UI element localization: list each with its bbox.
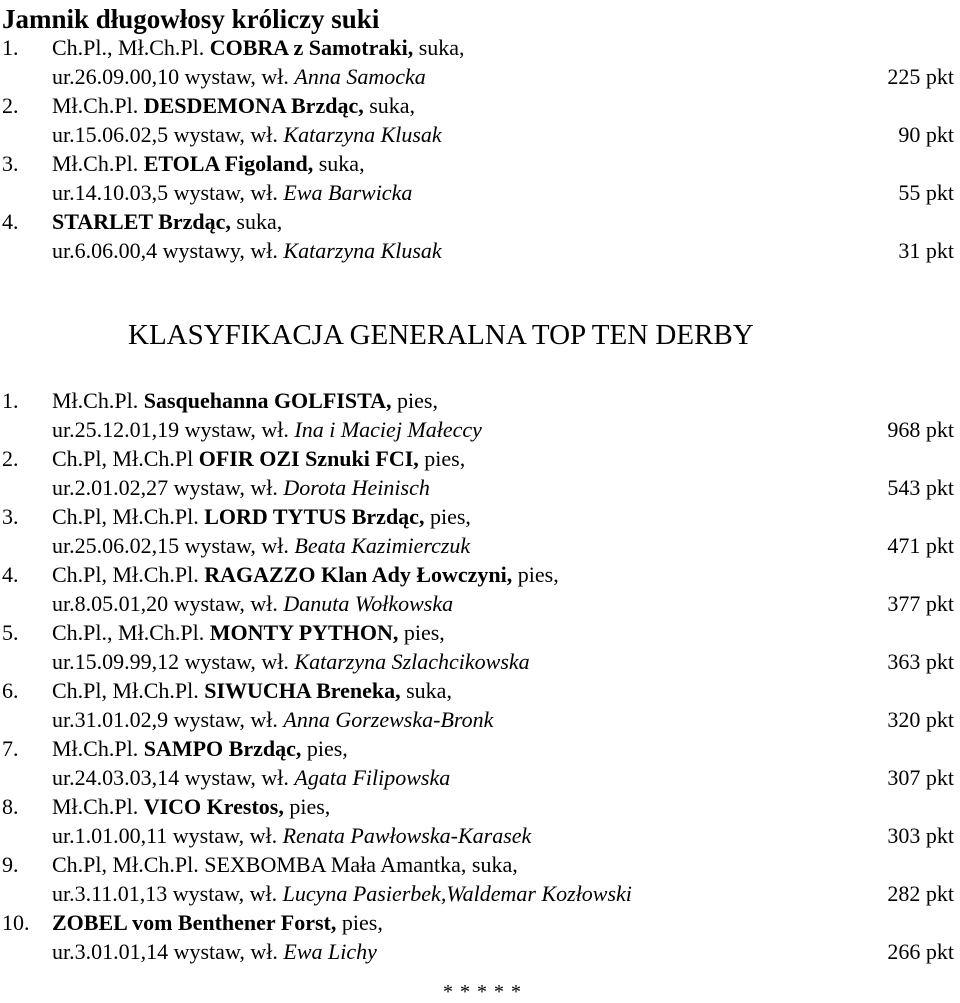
dog-titles: Ch.Pl, Mł.Ch.Pl.: [52, 678, 199, 703]
owner-name: Ewa Barwicka: [283, 180, 413, 205]
dog-name: STARLET Brzdąc,: [52, 209, 231, 234]
points-value: 363 pkt: [887, 649, 954, 674]
dog-sex: suka,: [471, 852, 518, 877]
entry-line-2: [52, 825, 531, 847]
owner-name: Ina i Maciej Małeccy: [294, 417, 482, 442]
entry-line-1: [52, 153, 365, 175]
dog-titles: Mł.Ch.Pl.: [52, 388, 139, 413]
points-value: 282 pkt: [887, 881, 954, 906]
owner-name: Dorota Heinisch: [283, 475, 430, 500]
birth-info: ur.14.10.03,5 wystaw, wł.: [52, 180, 278, 205]
entry-line-1: [52, 738, 348, 760]
owner-name: Anna Samocka: [294, 64, 426, 89]
owner-name: Danuta Wołkowska: [283, 591, 454, 616]
dog-name: VICO Krestos,: [143, 794, 284, 819]
entry-line-2: [52, 651, 530, 673]
entry-line-1: [52, 506, 471, 528]
points-value: 31 pkt: [898, 238, 954, 263]
birth-info: ur.3.11.01,13 wystaw, wł.: [52, 881, 278, 906]
birth-info: ur.6.06.00,4 wystawy, wł.: [52, 238, 278, 263]
entry-number: 4.: [2, 562, 19, 587]
dog-name: ETOLA Figoland,: [143, 151, 314, 176]
entry-number: 3.: [2, 151, 19, 176]
section-title: Jamnik długowłosy króliczy suki: [2, 4, 380, 34]
points-value: 471 pkt: [887, 533, 954, 558]
entry-number: 8.: [2, 794, 19, 819]
entry-number: 9.: [2, 852, 19, 877]
dog-titles: Ch.Pl, Mł.Ch.Pl.: [52, 504, 199, 529]
entry-number: 4.: [2, 209, 19, 234]
dog-titles: Mł.Ch.Pl.: [52, 794, 139, 819]
dog-name: SAMPO Brzdąc,: [143, 736, 302, 761]
dog-sex: suka,: [418, 35, 465, 60]
owner-name: Katarzyna Szlachcikowska: [294, 649, 530, 674]
points-value: 377 pkt: [887, 591, 954, 616]
dog-sex: pies,: [429, 504, 471, 529]
entry-line-2: [52, 941, 377, 963]
dog-titles: Ch.Pl, Mł.Ch.Pl: [52, 446, 194, 471]
entry-line-1: [52, 448, 465, 470]
points-value: 266 pkt: [887, 939, 954, 964]
dog-titles: Ch.Pl, Mł.Ch.Pl.: [52, 562, 199, 587]
entry-line-2: [52, 709, 493, 731]
birth-info: ur.31.01.02,9 wystaw, wł.: [52, 707, 278, 732]
entry-number: 6.: [2, 678, 19, 703]
entry-number: 5.: [2, 620, 19, 645]
birth-info: ur.2.01.02,27 wystaw, wł.: [52, 475, 278, 500]
dog-name: LORD TYTUS Brzdąc,: [204, 504, 425, 529]
dog-sex: pies,: [424, 446, 466, 471]
entry-line-2: [52, 419, 482, 441]
dog-sex: suka,: [406, 678, 452, 703]
dog-name: RAGAZZO Klan Ady Łowczyni,: [204, 562, 513, 587]
entry-line-2: [52, 182, 412, 204]
owner-name: Katarzyna Klusak: [283, 122, 442, 147]
dog-sex: suka,: [236, 209, 283, 234]
dog-sex: pies,: [341, 910, 383, 935]
birth-info: ur.25.12.01,19 wystaw, wł.: [52, 417, 289, 442]
entry-line-1: [52, 796, 330, 818]
entry-line-1: [52, 564, 559, 586]
entry-line-1: [52, 912, 383, 934]
points-value: 543 pkt: [887, 475, 954, 500]
ranking-heading: KLASYFIKACJA GENERALNA TOP TEN DERBY: [128, 319, 754, 351]
birth-info: ur.15.06.02,5 wystaw, wł.: [52, 122, 278, 147]
entry-line-1: [52, 37, 465, 59]
points-value: 303 pkt: [887, 823, 954, 848]
birth-info: ur.1.01.00,11 wystaw, wł.: [52, 823, 278, 848]
dog-name: MONTY PYTHON,: [209, 620, 399, 645]
dog-name: OFIR OZI Sznuki FCI,: [198, 446, 419, 471]
dog-titles: Ch.Pl, Mł.Ch.Pl.: [52, 852, 199, 877]
birth-info: ur.8.05.01,20 wystaw, wł.: [52, 591, 278, 616]
owner-name: Agata Filipowska: [294, 765, 451, 790]
birth-info: ur.26.09.00,10 wystaw, wł.: [52, 64, 289, 89]
owner-name: Ewa Lichy: [283, 939, 377, 964]
dog-name: SIWUCHA Breneka,: [204, 678, 401, 703]
dog-sex: suka,: [369, 93, 416, 118]
dog-titles: Ch.Pl., Mł.Ch.Pl.: [52, 620, 205, 645]
entry-number: 2.: [2, 93, 19, 118]
dog-sex: pies,: [289, 794, 331, 819]
points-value: 90 pkt: [898, 122, 954, 147]
entry-line-1: [52, 390, 438, 412]
owner-name: Renata Pawłowska-Karasek: [282, 823, 532, 848]
entry-number: 7.: [2, 736, 19, 761]
birth-info: ur.24.03.03,14 wystaw, wł.: [52, 765, 289, 790]
entry-line-2: [52, 124, 442, 146]
dog-titles: Mł.Ch.Pl.: [52, 93, 139, 118]
dog-sex: pies,: [306, 736, 348, 761]
points-value: 55 pkt: [898, 180, 954, 205]
entry-line-1: [52, 211, 282, 233]
owner-name: Anna Gorzewska-Bronk: [283, 707, 494, 732]
entry-line-1: [52, 622, 445, 644]
entry-line-2: [52, 593, 453, 615]
entry-number: 10.: [2, 910, 30, 935]
dog-sex: pies,: [517, 562, 559, 587]
dog-sex: pies,: [397, 388, 438, 413]
dog-name: SEXBOMBA Mała Amantka,: [204, 852, 467, 877]
dog-name: DESDEMONA Brzdąc,: [143, 93, 364, 118]
entry-line-2: [52, 66, 426, 88]
dog-titles: Mł.Ch.Pl.: [52, 151, 139, 176]
points-value: 225 pkt: [887, 64, 954, 89]
points-value: 307 pkt: [887, 765, 954, 790]
dog-name: COBRA z Samotraki,: [209, 35, 414, 60]
owner-name: Beata Kazimierczuk: [294, 533, 471, 558]
owner-name: Katarzyna Klusak: [283, 238, 442, 263]
dog-sex: pies,: [403, 620, 445, 645]
entry-line-2: [52, 240, 442, 262]
entry-line-2: [52, 535, 470, 557]
points-value: 968 pkt: [887, 417, 954, 442]
dog-name: Sasquehanna GOLFISTA,: [143, 388, 392, 413]
dog-sex: suka,: [318, 151, 365, 176]
entry-number: 3.: [2, 504, 19, 529]
entry-line-1: [52, 854, 518, 876]
end-stars: * * * * *: [443, 981, 522, 1003]
entry-line-2: [52, 883, 632, 905]
birth-info: ur.3.01.01,14 wystaw, wł.: [52, 939, 278, 964]
dog-name: ZOBEL vom Benthener Forst,: [52, 910, 337, 935]
entry-line-2: [52, 477, 430, 499]
birth-info: ur.25.06.02,15 wystaw, wł.: [52, 533, 289, 558]
owner-name: Lucyna Pasierbek,Waldemar Kozłowski: [282, 881, 632, 906]
dog-titles: Ch.Pl., Mł.Ch.Pl.: [52, 35, 205, 60]
entry-line-1: [52, 95, 415, 117]
birth-info: ur.15.09.99,12 wystaw, wł.: [52, 649, 289, 674]
entry-number: 1.: [2, 35, 19, 60]
points-value: 320 pkt: [887, 707, 954, 732]
entry-number: 2.: [2, 446, 19, 471]
entry-line-1: [52, 680, 452, 702]
dog-titles: Mł.Ch.Pl.: [52, 736, 139, 761]
entry-number: 1.: [2, 388, 19, 413]
entry-line-2: [52, 767, 450, 789]
